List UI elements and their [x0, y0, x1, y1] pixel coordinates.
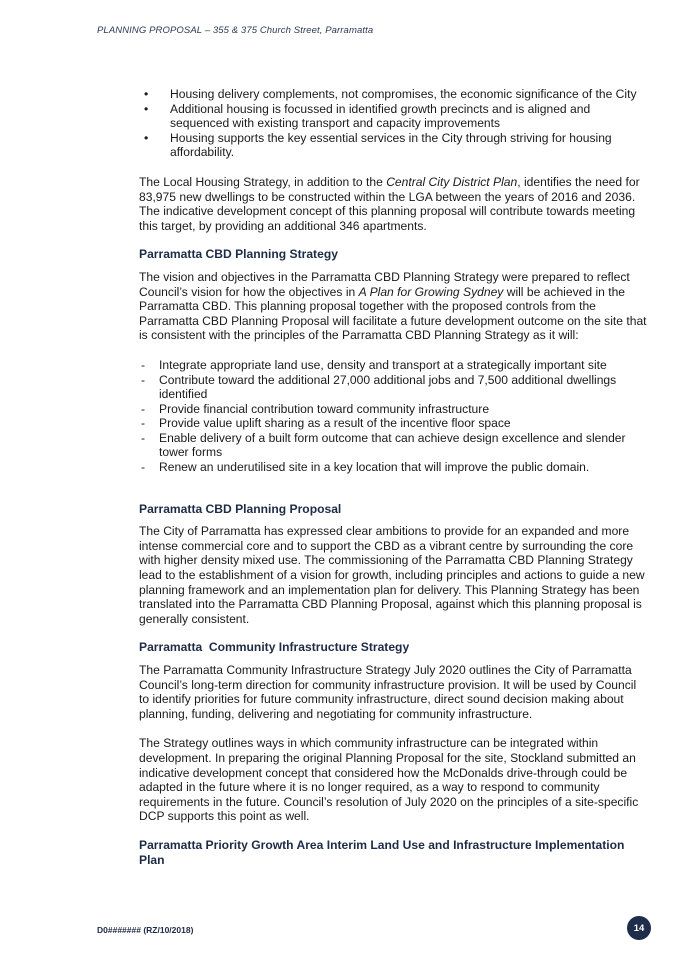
- list-item: - Enable delivery of a built form outcome that can achieve design excellence and slender tower forms: [141, 430, 626, 460]
- cbd-proposal-heading: Parramatta CBD Planning Proposal: [139, 501, 342, 516]
- list-item: • Additional housing is focussed in identified growth precincts and is aligned and sequenced with existing transport and capacity improvements: [144, 101, 591, 131]
- dash-mark: -: [141, 357, 146, 372]
- bullet-mark: •: [144, 130, 149, 145]
- list-item: - Renew an underutilised site in a key location that will improve the public domain.: [141, 460, 590, 475]
- list-item: • Housing delivery complements, not compromises, the economic significance of the City: [144, 87, 637, 101]
- dash-mark: -: [141, 460, 146, 475]
- community-paragraph-2: The Strategy outlines ways in which community infrastructure can be integrated within development. In preparing the original Planning Proposal for the site, Stockland submitted an indicative development concept that considered how the McDonalds drive-through could be adapted in the future where it is no longer required, as a way to respond to community requirements in the future. Council’s resolution of July 2020 on the principles of a site-specific DCP supports this point as well.: [139, 736, 639, 824]
- list-item: - Contribute toward the additional 27,000 additional jobs and 7,500 additional dwellings identified: [141, 372, 617, 402]
- bullet-mark: •: [144, 87, 149, 101]
- page-body: [139, 87, 649, 867]
- list-item: - Provide value uplift sharing as a result of the incentive floor space: [141, 416, 511, 431]
- dash-mark: -: [141, 401, 146, 416]
- cbd-strategy-paragraph: The vision and objectives in the Parramatta CBD Planning Strategy were prepared to reflect Council’s vision for how the objectives in A Plan for Growing Sydney will be achieved in the Parramatta CBD. This planning proposal together with the proposed controls from the Parramatta CBD Planning Proposal will facilitate a future development outcome on the site that is consistent with the principles of the Parramatta CBD Planning Strategy as it will:: [139, 269, 647, 343]
- intro-bullet-list: [139, 87, 649, 160]
- list-item: • Housing supports the key essential services in the City through striving for housing affordability.: [144, 130, 612, 160]
- community-paragraph-1: The Parramatta Community Infrastructure Strategy July 2020 outlines the City of Parramatta Council’s long-term direction for community infrastructure provision. It will be used by Council to identify priorities for future community infrastructure, direct sound decision making about planning, funding, delivering and negotiating for community infrastructure.: [139, 663, 637, 721]
- page-number-badge: 14: [627, 916, 651, 940]
- dash-mark: -: [141, 372, 146, 387]
- housing-strategy-paragraph: The Local Housing Strategy, in addition to the Central City District Plan, identifies the need for 83,975 new dwellings to be constructed within the LGA between the years of 2016 and 2036. The indicative development concept of this planning proposal will contribute towards meeting this target, by providing an additional 346 apartments.: [139, 174, 640, 233]
- running-header: PLANNING PROPOSAL – 355 & 375 Church Street, Parramatta: [97, 25, 374, 36]
- dash-mark: -: [141, 416, 146, 431]
- cbd-proposal-paragraph: The City of Parramatta has expressed clear ambitions to provide for an expanded and more intense commercial core and to support the CBD as a vibrant centre by surrounding the core with higher density mixed use. The commissioning of the Parramatta CBD Planning Strategy lead to the establishment of a vision for growth, including principles and actions to guide a new planning framework and an implementation plan for delivery. This Planning Strategy has been translated into the Parramatta CBD Planning Proposal, against which this planning proposal is generally consistent.: [139, 524, 645, 626]
- document-id: D0####### (RZ/10/2018): [97, 925, 194, 935]
- community-heading: Parramatta Community Infrastructure Strategy: [139, 640, 410, 655]
- list-item: - Provide financial contribution toward community infrastructure: [141, 401, 490, 416]
- dash-mark: -: [141, 430, 146, 445]
- cbd-strategy-list: [139, 358, 649, 475]
- list-item: - Integrate appropriate land use, density and transport at a strategically important site: [141, 357, 607, 372]
- bullet-mark: •: [144, 101, 149, 116]
- cbd-strategy-heading: Parramatta CBD Planning Strategy: [139, 247, 338, 262]
- priority-growth-heading: Parramatta Priority Growth Area Interim Land Use and Infrastructure Implementation Plan: [139, 837, 625, 867]
